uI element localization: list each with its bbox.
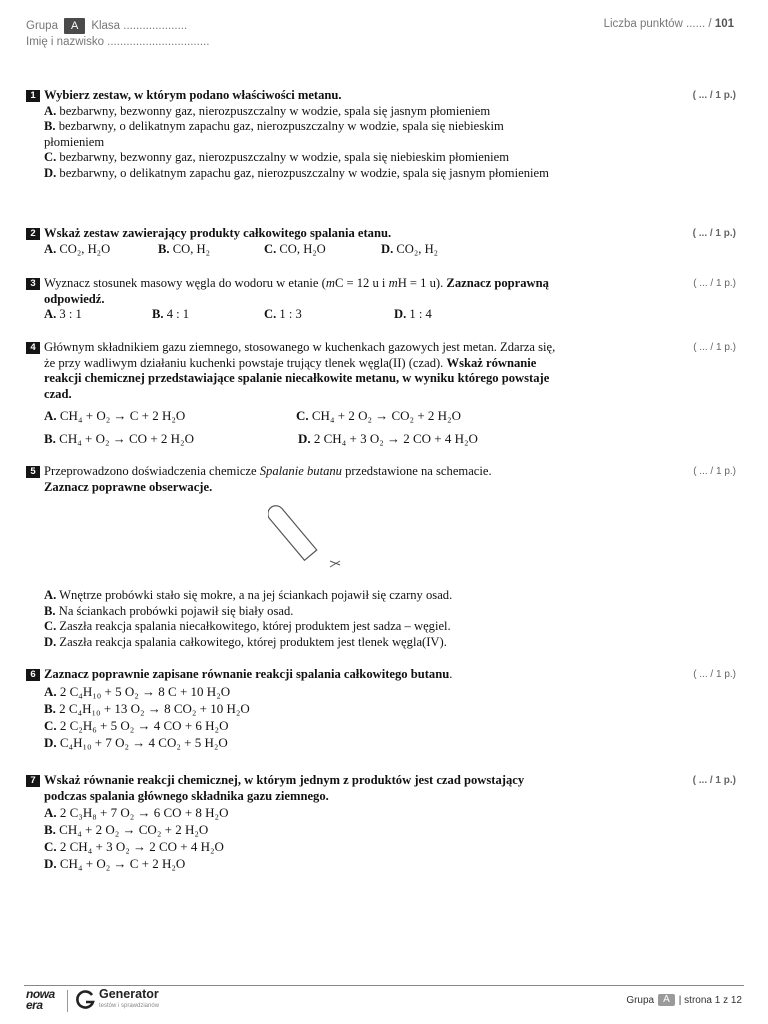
page-number: | strona 1 z 12	[678, 994, 742, 1006]
task-question	[26, 226, 746, 242]
task-question: 6 Zaznacz poprawnie zapisane równanie reakcji spalania całkowitego butanu. ( ... / 1 p.)	[26, 667, 746, 683]
option-c[interactable]: C. CO, H₂O	[264, 241, 326, 256]
logo-separator	[67, 990, 68, 1012]
option-c[interactable]: C. CH₄ + 2 O₂ → CO₂ + 2 H₂O	[296, 408, 461, 424]
option-a[interactable]: A. 2 C₃H₈ + 7 O₂ → 6 CO + 8 H₂O	[44, 805, 229, 821]
task-question: 3 Wyznacz stosunek masowy węgla do wodoru w etanie (mC = 12 u i mH = 1 u). Zaznacz poprawną odpowiedź. ( ... / 1 p.)	[26, 276, 746, 307]
footer-page-info	[626, 994, 742, 1006]
option-a[interactable]: A. 3 : 1	[44, 307, 82, 322]
task-number: 3	[26, 278, 40, 290]
option-d[interactable]: D. 1 : 4	[394, 307, 432, 322]
test-tube-icon	[268, 497, 348, 577]
group-badge: A	[64, 18, 85, 34]
option-b[interactable]: B. CH₄ + O₂ → CO + 2 H₂O	[44, 430, 194, 446]
task-5	[26, 464, 746, 495]
option-a[interactable]: A. CO₂, H₂O	[44, 241, 111, 256]
task-7	[26, 773, 746, 872]
group-label: Grupa	[26, 20, 58, 32]
generator-icon	[76, 990, 96, 1010]
generator-logo: Generator testów i sprawdzianów	[76, 988, 159, 1011]
class-label: Klasa ....................	[91, 20, 188, 32]
task-number: 1	[26, 90, 40, 102]
task-number: 2	[26, 228, 40, 240]
option-b[interactable]: B. CO, H₂	[158, 241, 210, 256]
option-c[interactable]: C. bezbarwny, bezwonny gaz, nierozpuszczalny w wodzie, spala się niebieskim płomieniem	[44, 150, 510, 165]
task-number: 6	[26, 669, 40, 681]
task-number: 4	[26, 342, 40, 354]
task-points: ( ... / 1 p.)	[692, 775, 736, 786]
option-b[interactable]: B. bezbarwny, o delikatnym zapachu gaz, nierozpuszczalny w wodzie, spala się niebieskim płomieniem	[44, 119, 504, 149]
footer-divider	[24, 985, 744, 986]
task-points: ( ... / 1 p.)	[693, 278, 736, 289]
task-6	[26, 667, 746, 751]
points-label: Liczba punktów ...... /	[603, 18, 712, 30]
option-d[interactable]: D. CH₄ + O₂ → C + 2 H₂O	[44, 856, 186, 872]
option-d[interactable]: D. 2 CH₄ + 3 O₂ → 2 CO + 4 H₂O	[298, 430, 478, 446]
header-group-class	[26, 18, 187, 34]
task-points: ( ... / 1 p.)	[693, 342, 736, 353]
nowa-era-logo: nowa era	[26, 987, 55, 1012]
options-grid	[26, 408, 746, 446]
task-question	[26, 773, 746, 804]
option-d[interactable]: D. Zaszła reakcja spalania całkowitego, której produktem jest tlenek węgla(IV).	[44, 634, 447, 649]
test-tube-diagram	[268, 497, 348, 577]
task-5-options	[26, 588, 746, 650]
name-label: Imię i nazwisko ................................	[26, 36, 210, 48]
task-4	[26, 340, 746, 447]
question-text: Wskaż równanie reakcji chemicznej, w którym jednym z produktów jest czad powstający podczas spalania głównego składnika gazu ziemnego.	[44, 773, 525, 803]
option-b[interactable]: B. Na ściankach probówki pojawił się biały osad.	[44, 603, 294, 618]
option-c[interactable]: C. Zaszła reakcja spalania niecałkowitego, której produktem jest sadza – węgiel.	[44, 619, 451, 634]
option-a[interactable]: A. Wnętrze probówki stało się mokre, a na jej ściankach pojawił się czarny osad.	[44, 588, 453, 602]
points-summary	[604, 18, 734, 30]
option-a[interactable]: A. bezbarwny, bezwonny gaz, nierozpuszczalny w wodzie, spala się jasnym płomieniem	[44, 103, 491, 118]
task-3	[26, 276, 746, 323]
option-b[interactable]: B. CH₄ + 2 O₂ → CO₂ + 2 H₂O	[44, 822, 209, 838]
options-row	[26, 242, 746, 258]
task-1	[26, 88, 746, 182]
option-d[interactable]: D. C₄H₁₀ + 7 O₂ → 4 CO₂ + 5 H₂O	[44, 734, 228, 750]
task-points: ( ... / 1 p.)	[693, 669, 736, 680]
task-question	[26, 88, 746, 104]
footer-group-label: Grupa	[626, 994, 655, 1006]
option-b[interactable]: B. 2 C₄H₁₀ + 13 O₂ → 8 CO₂ + 10 H₂O	[44, 700, 250, 716]
task-2	[26, 226, 746, 257]
option-b[interactable]: B. 4 : 1	[152, 307, 190, 322]
option-c[interactable]: C. 2 C₂H₆ + 5 O₂ → 4 CO + 6 H₂O	[44, 717, 229, 733]
task-number: 7	[26, 775, 40, 787]
task-points: ( ... / 1 p.)	[692, 228, 736, 239]
footer-group-badge: A	[658, 994, 675, 1006]
option-d[interactable]: D. CO₂, H₂	[381, 241, 439, 256]
question-text: Wskaż zestaw zawierający produkty całkowitego spalania etanu.	[44, 226, 392, 240]
option-a[interactable]: A. CH₄ + O₂ → C + 2 H₂O	[44, 408, 186, 424]
points-total: 101	[714, 18, 734, 30]
options-row	[26, 307, 746, 323]
question-text: Wybierz zestaw, w którym podano właściwości metanu.	[44, 88, 342, 102]
option-a[interactable]: A. 2 C₄H₁₀ + 5 O₂ → 8 C + 10 H₂O	[44, 683, 231, 699]
task-number: 5	[26, 466, 40, 478]
task-points: ( ... / 1 p.)	[692, 90, 736, 101]
task-question: 5 Przeprowadzono doświadczenia chemicze Spalanie butanu przedstawione na schemacie. Zaznacz poprawne obserwacje. ( ... / 1 p.)	[26, 464, 746, 495]
task-points: ( ... / 1 p.)	[693, 466, 736, 477]
option-d[interactable]: D. bezbarwny, o delikatnym zapachu gaz, nierozpuszczalny w wodzie, spala się jasnym płomieniem	[44, 165, 549, 180]
task-question: 4 Głównym składnikiem gazu ziemnego, stosowanego w kuchenkach gazowych jest metan. Zdarza się, że przy wadliwym działaniu kuchenki powstaje trujący tlenek węgla(II) (czad). Wskaż równanie reakcji chemicznej przedstawiające spalanie niecałkowite metanu, w wyniku którego powstaje czad. ( ... / 1 p.)	[26, 340, 746, 402]
option-c[interactable]: C. 1 : 3	[264, 307, 302, 322]
option-c[interactable]: C. 2 CH₄ + 3 O₂ → 2 CO + 4 H₂O	[44, 839, 224, 855]
